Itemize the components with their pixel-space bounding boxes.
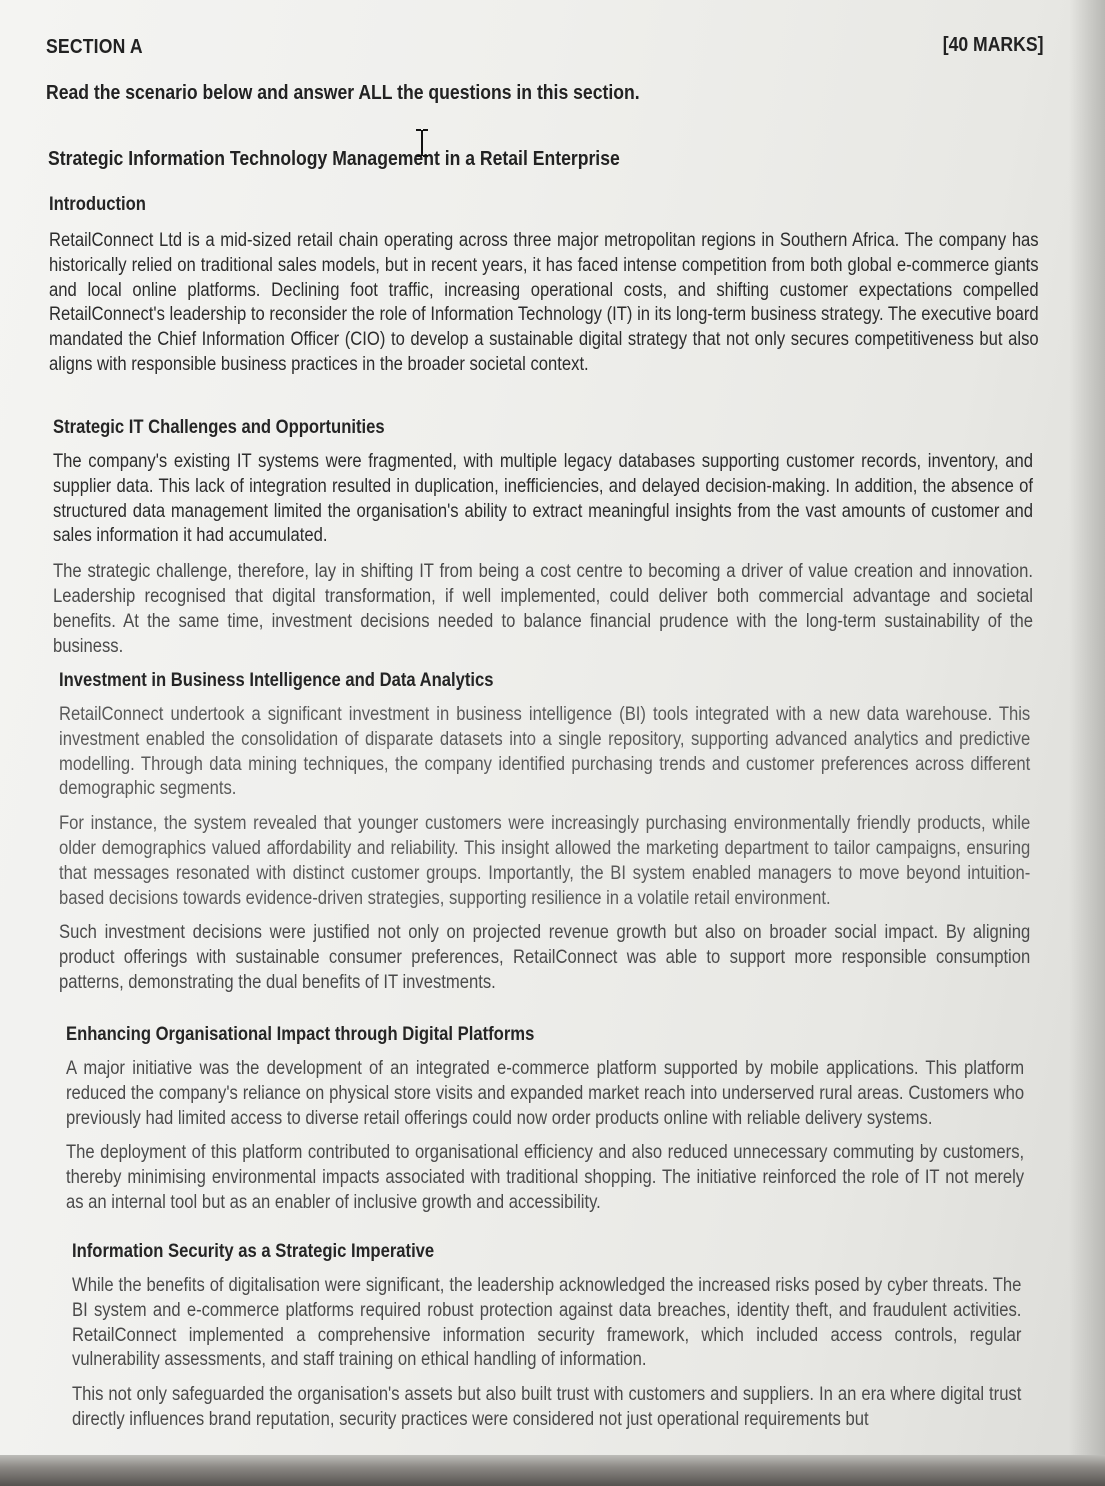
security-heading: Information Security as a Strategic Imperative — [72, 1241, 435, 1262]
security-paragraph: This not only safeguarded the organisation's assets but also built trust with customers and suppliers. In an era where digital trust directly influences brand reputation, security practices were considered not just operational requirements but — [72, 1384, 1022, 1430]
text-cursor-icon — [413, 128, 431, 158]
digital-platforms-heading: Enhancing Organisational Impact through Digital Platforms — [66, 1024, 535, 1045]
page-edge-shadow — [1069, 0, 1105, 1486]
bi-investment-paragraph: RetailConnect undertook a significant investment in business intelligence (BI) tools integrated with a new data warehouse. This investment enabled the consolidation of disparate datasets into a single repository, supporting advanced analytics and predictive modelling. Through data mining techniques, the company identified purchasing trends and customer preferences across different demographic segments. — [59, 704, 1031, 800]
introduction-paragraph: RetailConnect Ltd is a mid-sized retail chain operating across three major metropolitan regions in Southern Africa. The company has historically relied on traditional sales models, but in recent years, it has faced intense competition from both global e-commerce giants and local online platforms. Declining foot traffic, increasing operational costs, and shifting customer expectations compelled RetailConnect's leadership to reconsider the role of Information Technology (IT) in its long-term business strategy. The executive board mandated the Chief Information Officer (CIO) to develop a sustainable digital strategy that not only secures competitiveness but also aligns with responsible business practices in the broader societal context. — [49, 230, 1039, 375]
challenges-heading: Strategic IT Challenges and Opportunities — [53, 417, 385, 438]
security-section — [72, 1240, 1021, 1433]
digital-platforms-paragraph: The deployment of this platform contributed to organisational efficiency and also reduced unnecessary commuting by customers, thereby minimising environmental impacts associated with traditional shopping. The initiative reinforced the role of IT not merely as an internal tool but as an enabler of inclusive growth and accessibility. — [66, 1142, 1025, 1213]
section-instruction: Read the scenario below and answer ALL the questions in this section. — [46, 82, 640, 104]
section-heading: SECTION A — [46, 36, 143, 58]
bi-investment-paragraph: Such investment decisions were justified not only on projected revenue growth but also on broader social impact. By aligning product offerings with sustainable consumer preferences, RetailConnect was able to support more responsible consumption patterns, demonstrating the dual benefits of IT investments. — [59, 922, 1031, 993]
security-paragraph: While the benefits of digitalisation were significant, the leadership acknowledged the increased risks posed by cyber threats. The BI system and e-commerce platforms required robust protection against data breaches, identity theft, and fraudulent activities. RetailConnect implemented a comprehensive information security framework, which included access controls, regular vulnerability assessments, and staff training on ethical handling of information. — [72, 1275, 1022, 1371]
bi-investment-heading: Investment in Business Intelligence and Data Analytics — [59, 670, 494, 691]
challenges-paragraph: The strategic challenge, therefore, lay in shifting IT from being a cost centre to becoming a driver of value creation and innovation. Leadership recognised that digital transformation, if well implemented, could deliver both commercial advantage and societal benefits. At the same time, investment decisions needed to balance financial prudence with the long-term sustainability of the business. — [53, 561, 1033, 657]
digital-platforms-paragraph: A major initiative was the development of an integrated e-commerce platform supported by mobile applications. This platform reduced the company's reliance on physical store visits and expanded market reach into underserved rural areas. Customers who previously had limited access to diverse retail offerings could now order products online with reliable delivery systems. — [66, 1058, 1025, 1129]
case-study-title: Strategic Information Technology Management in a Retail Enterprise — [48, 148, 620, 170]
challenges-section — [53, 416, 1033, 659]
page-bottom-edge — [0, 1455, 1105, 1486]
introduction-heading: Introduction — [49, 194, 146, 215]
bi-investment-section — [59, 669, 1030, 996]
digital-platforms-section — [66, 1023, 1024, 1216]
challenges-paragraph: The company's existing IT systems were fragmented, with multiple legacy databases supporting customer records, inventory, and supplier data. This lack of integration resulted in duplication, inefficiencies, and delayed decision-making. In addition, the absence of structured data management limited the organisation's ability to extract meaningful insights from the vast amounts of customer and sales information it had accumulated. — [53, 451, 1033, 547]
section-marks: [40 MARKS] — [942, 34, 1043, 56]
introduction-section — [49, 193, 1039, 378]
bi-investment-paragraph: For instance, the system revealed that younger customers were increasingly purchasing environmentally friendly products, while older demographics valued affordability and reliability. This insight allowed the marketing department to tailor campaigns, ensuring that messages resonated with distinct customer groups. Importantly, the BI system enabled managers to move beyond intuition-based decisions towards evidence-driven strategies, supporting resilience in a volatile retail environment. — [59, 813, 1031, 909]
